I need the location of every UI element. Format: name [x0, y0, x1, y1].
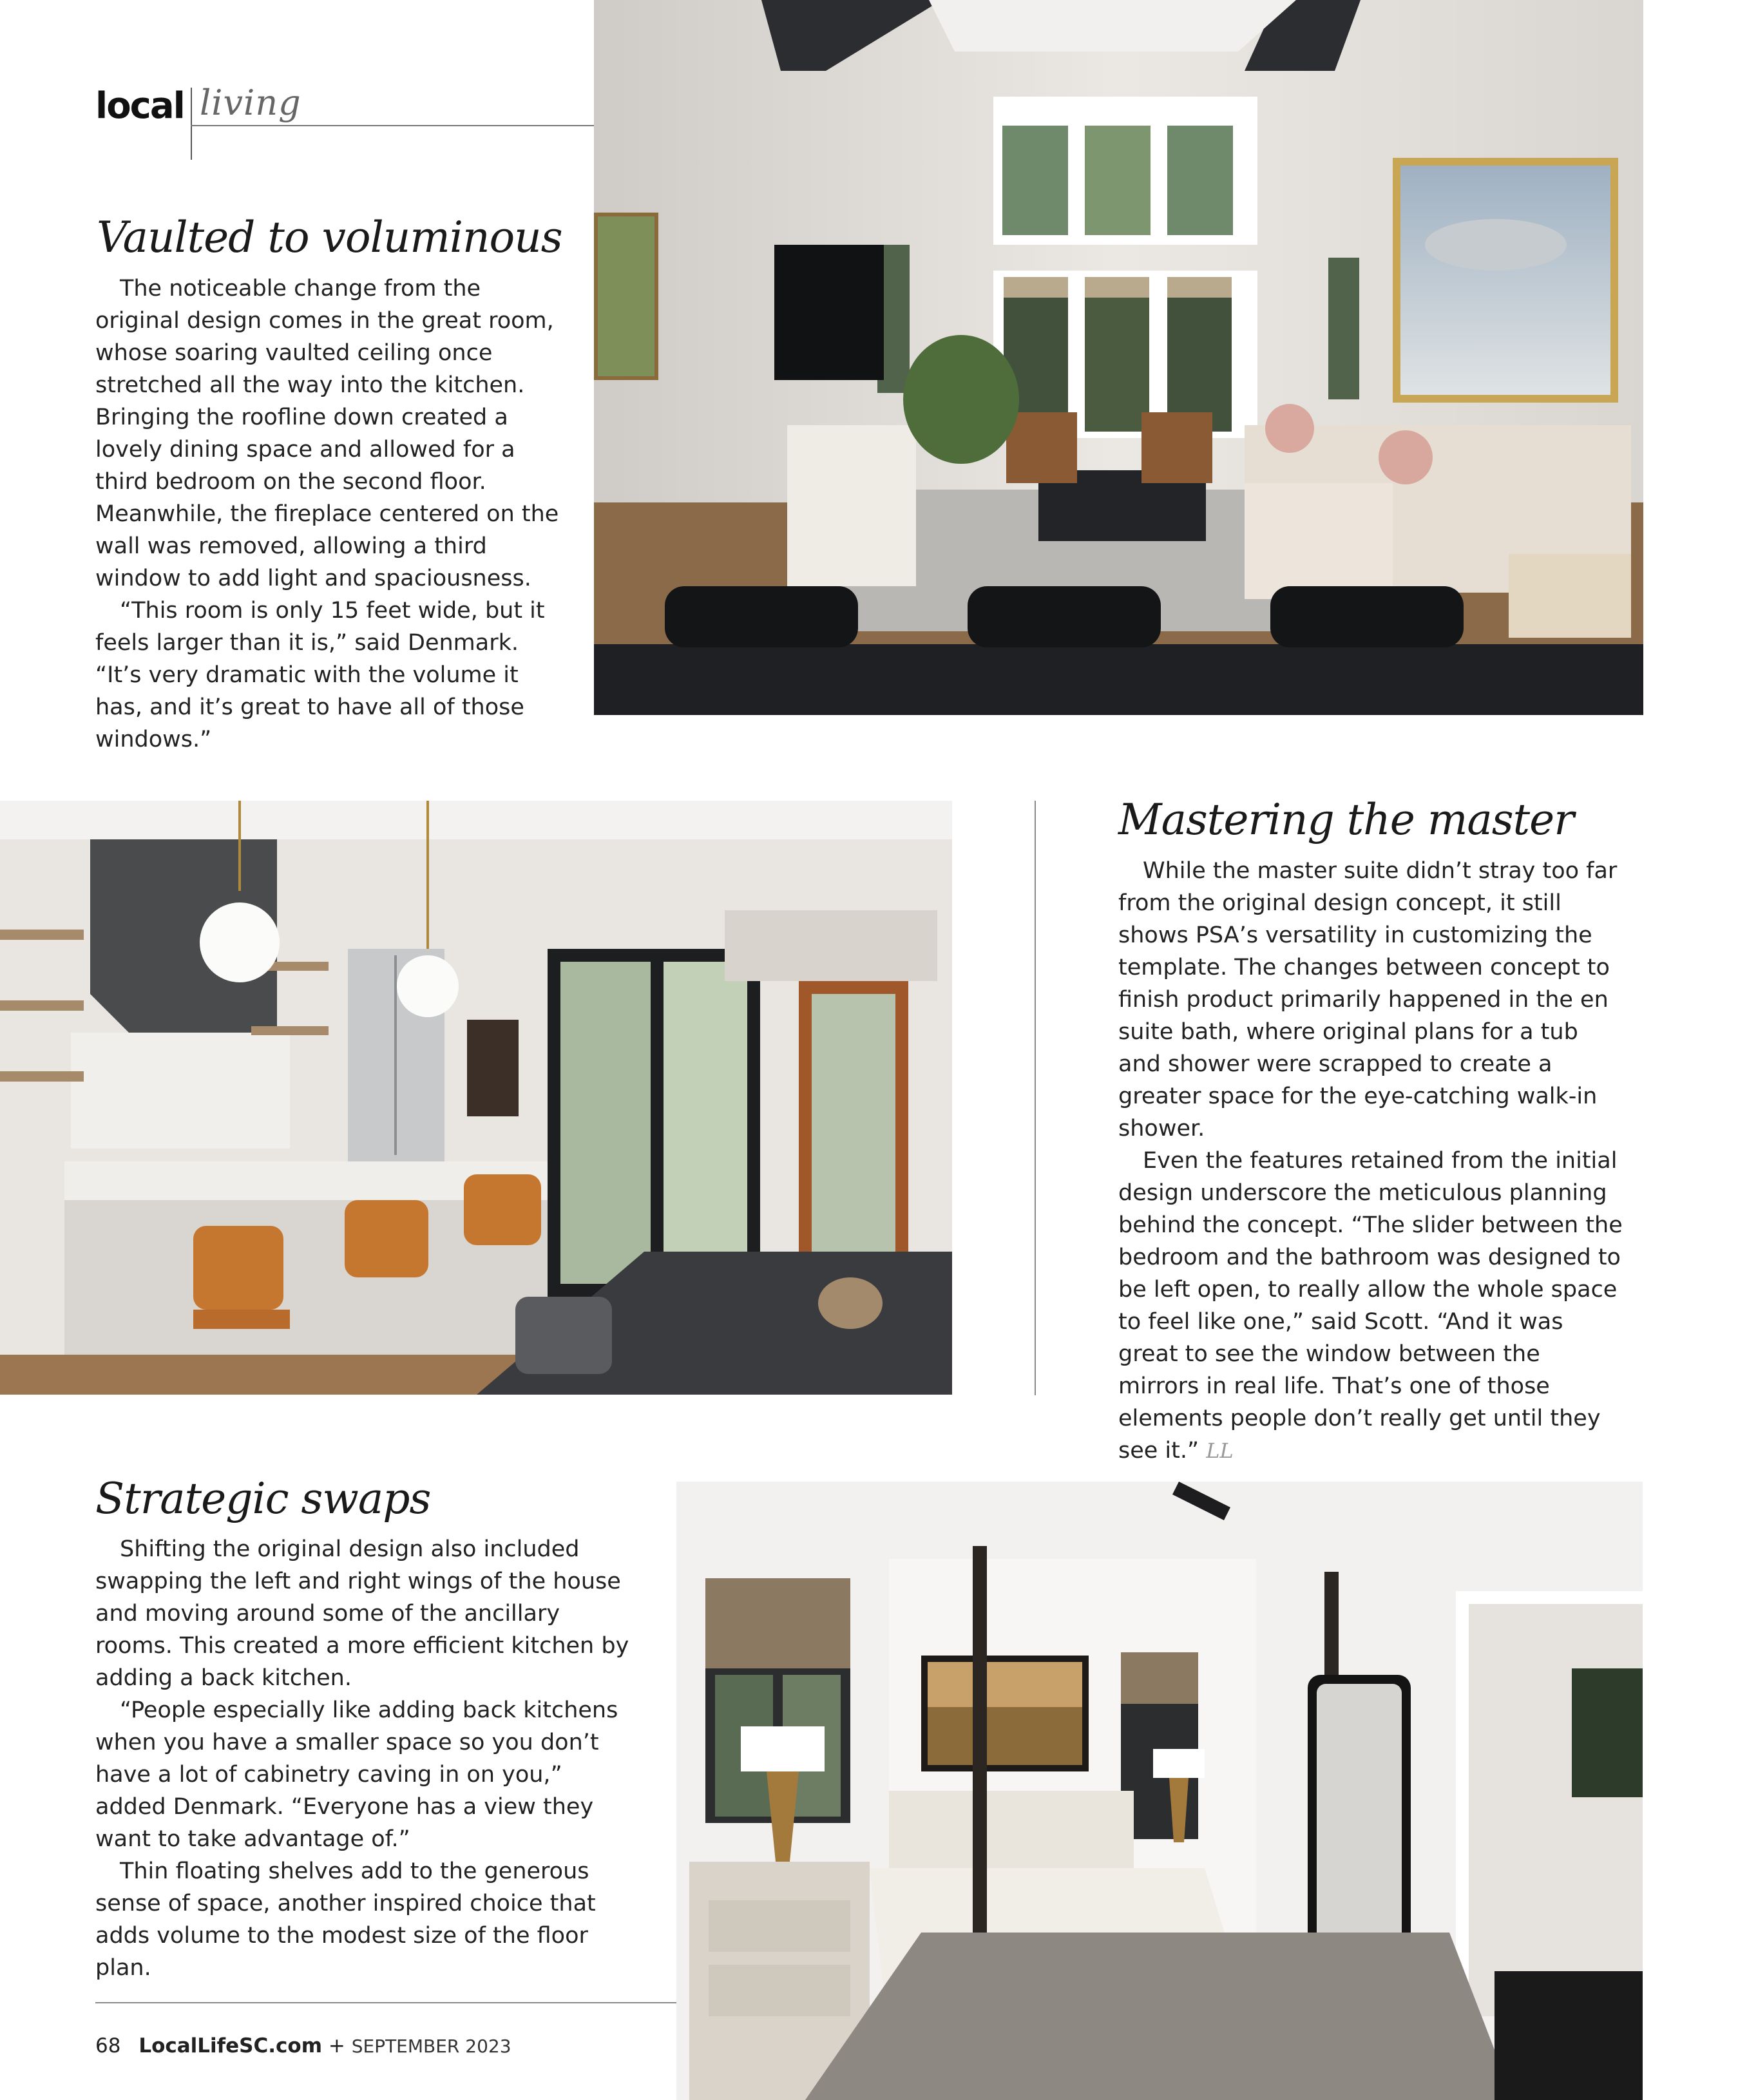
article-text-strategic [95, 1533, 630, 1984]
paragraph: Shifting the original design also included swapping the left and right wings of the house and moving around some of the ancillary rooms. This created a more efficient kitchen by adding a back kitchen. [95, 1536, 629, 1691]
paragraph: The noticeable change from the original design comes in the great room, whose soaring vaulted ceiling once stretched all the way into the kitchen. Bringing the roofline down created a lovely dining space and allowed for a third bedroom on the second floor. Meanwhile, the fireplace centered on the wall was removed, allowing a third window to add light and spaciousness. [95, 276, 559, 591]
footer-rule [95, 2002, 676, 2003]
article-text-mastering [1118, 855, 1627, 1467]
brand-logo: local [95, 85, 184, 127]
column-divider [1035, 801, 1036, 1395]
section-name: living [200, 82, 301, 123]
paragraph-text: Even the features retained from the initial design underscore the meticulous planning behind the concept. “The slider between the bedroom and the bathroom was designed to be left open, to really allow the whole space to feel like one,” said Scott. “And it was great to see the window between the mirrors in real life. That’s one of those elements people don’t really get until they see it.” [1118, 1148, 1623, 1464]
section-heading-vaulted: Vaulted to voluminous [97, 213, 562, 262]
end-mark: LL [1206, 1438, 1234, 1463]
paragraph [1118, 1145, 1627, 1467]
living-room-photo [594, 0, 1643, 715]
masthead [95, 82, 595, 160]
masthead-divider [191, 88, 192, 160]
paragraph: “People especially like adding back kitchens when you have a smaller space so you don’t have a lot of cabinetry caving in on you,” added Denmark. “Everyone has a view they want to take advantage of.” [95, 1697, 618, 1852]
footer [95, 2034, 511, 2057]
paragraph: While the master suite didn’t stray too far from the original design concept, it still shows PSA’s versatility in customizing the template. The changes between concept to finish product primarily happened in the en suite bath, where original plans for a tub and shower were scrapped to create a greater space for the eye-catching walk-in shower. [1118, 858, 1618, 1141]
section-heading-strategic: Strategic swaps [95, 1474, 431, 1523]
issue-date: SEPTEMBER 2023 [351, 2036, 511, 2057]
masthead-rule [191, 125, 595, 126]
footer-separator: + [328, 2034, 345, 2057]
paragraph: Thin floating shelves add to the generous sense of space, another inspired choice that adds volume to the modest size of the floor plan. [95, 1858, 596, 1981]
paragraph: “This room is only 15 feet wide, but it feels larger than it is,” said Denmark. “It’s very dramatic with the volume it has, and it’s great to have all of those windows.” [95, 598, 545, 752]
site-name: LocalLifeSC.com [138, 2034, 323, 2057]
article-text-vaulted [95, 272, 559, 756]
page-number: 68 [95, 2034, 121, 2057]
kitchen-photo [0, 801, 952, 1395]
bedroom-photo [676, 1482, 1643, 2100]
section-heading-mastering: Mastering the master [1118, 795, 1574, 845]
